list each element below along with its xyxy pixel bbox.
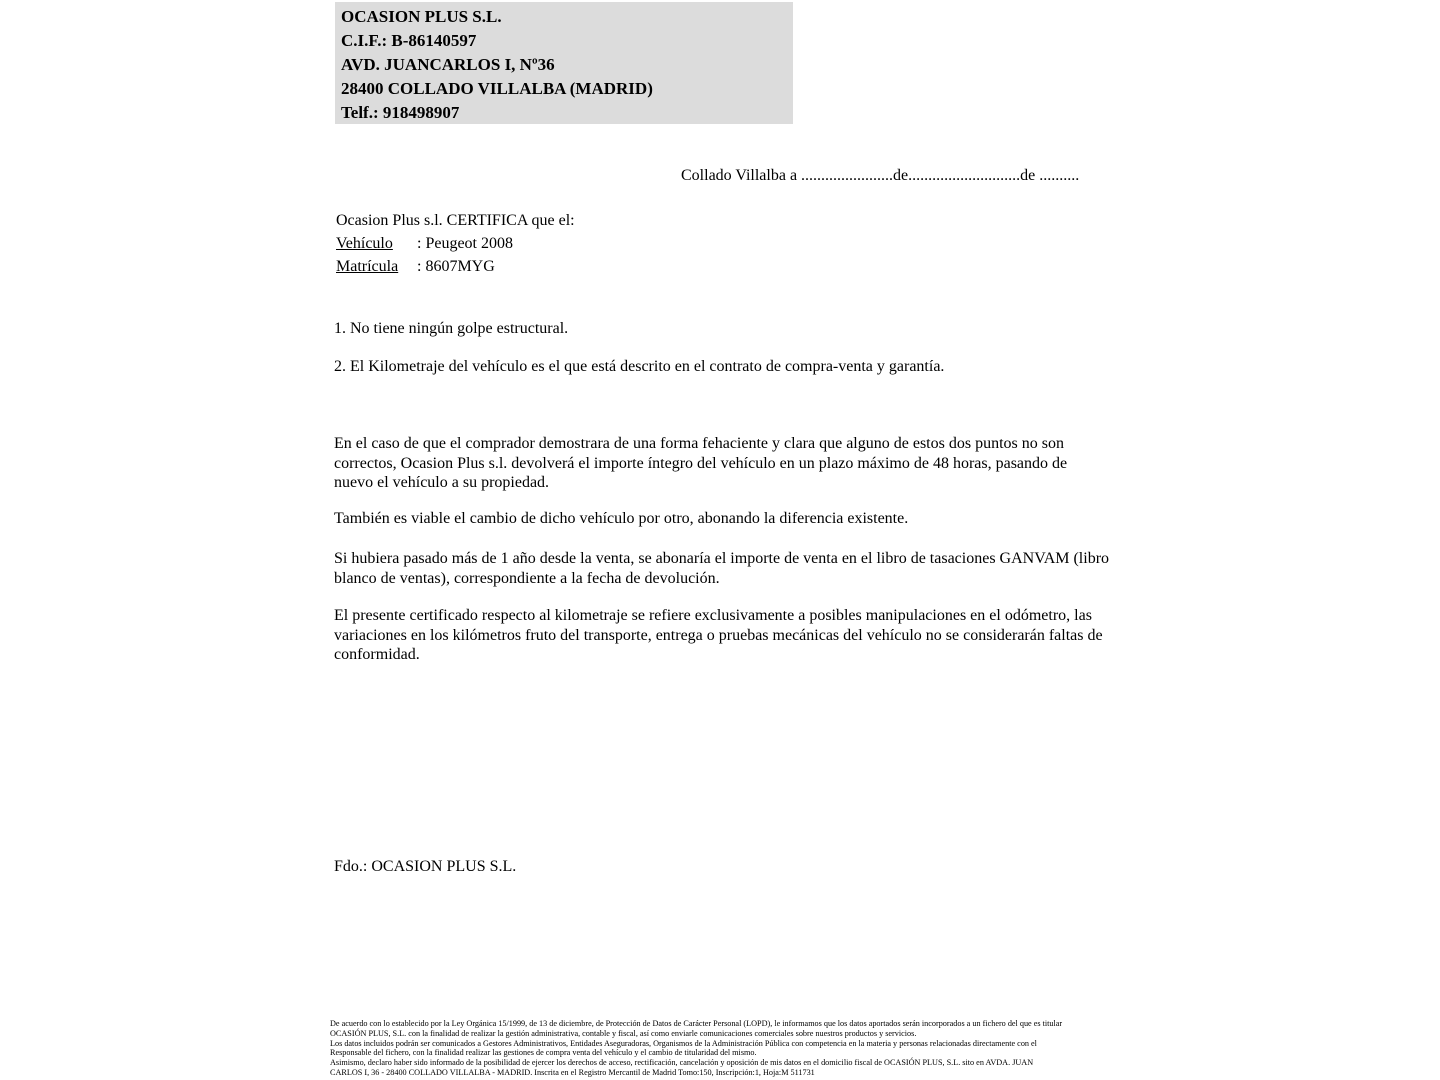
condition-point-2: 2. El Kilometraje del vehículo es el que está descrito en el contrato de compra-venta y garantía. xyxy=(334,358,945,375)
plate-value: : 8607MYG xyxy=(417,258,495,276)
company-address: AVD. JUANCARLOS I, Nº36 xyxy=(341,55,555,74)
legal-footer-line: Responsable del fichero, con la finalidad realizar las gestiones de compra venta del vehículo y el cambio de titularidad del mismo. xyxy=(330,1048,757,1058)
paragraph-odometer-disclaimer: El presente certificado respecto al kilometraje se refiere exclusivamente a posibles manipulaciones en el odómetro, las variaciones en los kilómetros fruto del transporte, entrega o pruebas mecánicas del vehículo no se considerarán faltas de conformidad. xyxy=(334,607,1103,664)
paragraph-vehicle-exchange: También es viable el cambio de dicho vehículo por otro, abonando la diferencia existente. xyxy=(334,510,909,527)
date-line: Collado Villalba a .......................de............................de .......... xyxy=(681,167,1080,184)
company-phone: Telf.: 918498907 xyxy=(341,103,460,122)
plate-label: Matrícula xyxy=(336,258,399,276)
legal-footer xyxy=(330,1019,1062,1078)
legal-footer-line: OCASIÓN PLUS, S.L. con la finalidad de realizar la gestión administrativa, contable y fiscal, así como enviarle comunicaciones comerciales sobre nuestros productos y servicios. xyxy=(330,1028,917,1038)
company-name: OCASION PLUS S.L. xyxy=(341,7,502,26)
certification-intro: Ocasion Plus s.l. CERTIFICA que el: xyxy=(336,212,575,229)
legal-footer-line: CARLOS I, 36 - 28400 COLLADO VILLALBA - MADRID. Inscrita en el Registro Mercantil de Madrid Tomo:150, Inscripción:1, Hoja:M 511731 xyxy=(330,1067,815,1077)
vehicle-label: Vehículo xyxy=(336,235,393,253)
plate-row xyxy=(336,255,575,278)
signature-line: Fdo.: OCASION PLUS S.L. xyxy=(334,858,517,875)
vehicle-row xyxy=(336,232,575,255)
legal-footer-line: Los datos incluidos podrán ser comunicados a Gestores Administrativos, Entidades Aseguradoras, Organismos de la Administración Pública con competencia en la materia y personas relacionadas directamente con el xyxy=(330,1038,1037,1048)
legal-footer-line: Asimismo, declaro haber sido informado de la posibilidad de ejercer los derechos de acceso, rectificación, cancelación y oposición de mis datos en el domicilio fiscal de OCASIÓN PLUS, S.L. sito en AVDA. JUAN xyxy=(330,1058,1034,1068)
certification-block xyxy=(336,209,575,279)
condition-point-1: 1. No tiene ningún golpe estructural. xyxy=(334,320,569,337)
company-header-box xyxy=(335,2,793,124)
vehicle-value: : Peugeot 2008 xyxy=(417,235,513,253)
legal-footer-line: De acuerdo con lo establecido por la Ley Orgánica 15/1999, de 13 de diciembre, de Protección de Datos de Carácter Personal (LOPD), le informamos que los datos aportados serán incorporados a un fichero del que es titular xyxy=(330,1019,1063,1028)
company-cif: C.I.F.: B-86140597 xyxy=(341,31,477,50)
paragraph-ganvam-valuation: Si hubiera pasado más de 1 año desde la venta, se abonaría el importe de venta en el libro de tasaciones GANVAM (libro blanco de ventas), correspondiente a la fecha de devolución. xyxy=(334,550,1110,587)
company-city: 28400 COLLADO VILLALBA (MADRID) xyxy=(341,79,653,98)
paragraph-refund-guarantee: En el caso de que el comprador demostrara de una forma fehaciente y clara que alguno de estos dos puntos no son correctos, Ocasion Plus s.l. devolverá el importe íntegro del vehículo en un plazo máximo de 48 horas, pasando de nuevo el vehículo a su propiedad. xyxy=(334,435,1068,492)
